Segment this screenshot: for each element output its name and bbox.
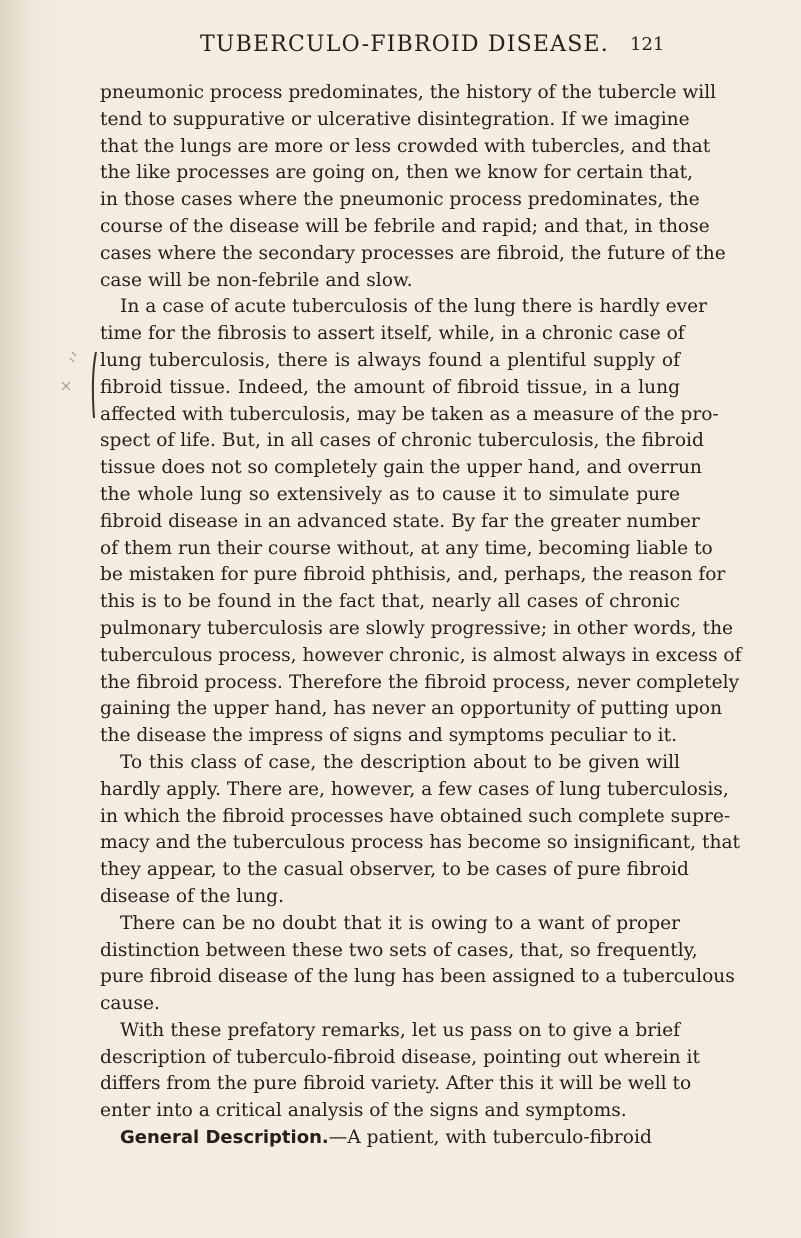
text-line: With these prefatory remarks, let us pass on to give a brief: [120, 1019, 680, 1041]
text-line: that the lungs are more or less crowded with tubercles, and that: [100, 135, 711, 157]
text-line: in which the fibroid processes have obtained such complete supre-: [100, 805, 731, 827]
text-line: affected with tuberculosis, may be taken as a measure of the pro-: [100, 403, 719, 425]
text-line: disease of the lung.: [100, 885, 284, 907]
margin-pencil-mark-icon: [58, 348, 98, 428]
body-text: [100, 80, 742, 1152]
text-line: this is to be found in the fact that, nearly all cases of chronic: [100, 591, 680, 613]
text-line: pneumonic process predominates, the history of the tubercle will: [100, 82, 717, 103]
text-line: macy and the tuberculous process has become so insignificant, that: [100, 832, 741, 854]
text-line: they appear, to the casual observer, to be cases of pure fibroid: [100, 859, 689, 881]
text-line: time for the fibrosis to assert itself, while, in a chronic case of: [100, 323, 685, 345]
section-heading-continuation: —A patient, with tuberculo-fibroid: [328, 1127, 652, 1149]
text-line: differs from the pure fibroid variety. After this it will be well to: [100, 1073, 692, 1095]
text-line: the disease the impress of signs and symptoms peculiar to it.: [100, 725, 678, 747]
text-line: cases where the secondary processes are fibroid, the future of the: [100, 242, 726, 264]
text-line: fibroid disease in an advanced state. By far the greater number: [100, 510, 700, 532]
text-line: fibroid tissue. Indeed, the amount of fibroid tissue, in a lung: [100, 376, 680, 398]
text-line: the whole lung so extensively as to cause it to simulate pure: [100, 483, 680, 505]
section-heading: General Description.: [120, 1127, 329, 1149]
text-line: cause.: [100, 993, 160, 1015]
text-line: be mistaken for pure fibroid phthisis, and, perhaps, the reason for: [100, 564, 726, 586]
text-line: In a case of acute tuberculosis of the lung there is hardly ever: [120, 296, 708, 318]
text-line: tend to suppurative or ulcerative disintegration. If we imagine: [100, 108, 690, 130]
page-header: [200, 32, 670, 62]
scan-edge-shadow: [0, 0, 30, 1238]
section-heading-line: [100, 1125, 680, 1152]
text-line: description of tuberculo-fibroid disease, pointing out wherein it: [100, 1046, 700, 1068]
text-line: There can be no doubt that it is owing to a want of proper: [120, 912, 680, 934]
text-line: the like processes are going on, then we know for certain that,: [100, 162, 694, 184]
page-number: 121: [630, 34, 665, 55]
text-line: spect of life. But, in all cases of chronic tuberculosis, the fibroid: [100, 430, 704, 452]
text-line: distinction between these two sets of cases, that, so frequently,: [100, 939, 698, 961]
text-line: hardly apply. There are, however, a few cases of lung tuberculosis,: [100, 778, 729, 800]
text-line: pure fibroid disease of the lung has been assigned to a tuberculous: [100, 966, 735, 988]
text-line: enter into a critical analysis of the signs and symptoms.: [100, 1100, 627, 1122]
text-line: the fibroid process. Therefore the fibroid process, never completely: [100, 671, 740, 693]
text-line: tissue does not so completely gain the upper hand, and overrun: [100, 457, 702, 479]
text-line: case will be non-febrile and slow.: [100, 269, 413, 291]
text-line: in those cases where the pneumonic process predominates, the: [100, 189, 700, 211]
text-line: lung tuberculosis, there is always found a plentiful supply of: [100, 349, 680, 371]
text-line: course of the disease will be febrile and rapid; and that, in those: [100, 215, 710, 237]
text-line: pulmonary tuberculosis are slowly progressive; in other words, the: [100, 617, 734, 639]
running-head: TUBERCULO-FIBROID DISEASE.: [200, 32, 609, 57]
text-line: of them run their course without, at any time, becoming liable to: [100, 537, 713, 559]
text-line: tuberculous process, however chronic, is almost always in excess of: [100, 644, 742, 666]
text-line: To this class of case, the description about to be given will: [120, 751, 680, 773]
text-line: gaining the upper hand, has never an opportunity of putting upon: [100, 698, 723, 720]
